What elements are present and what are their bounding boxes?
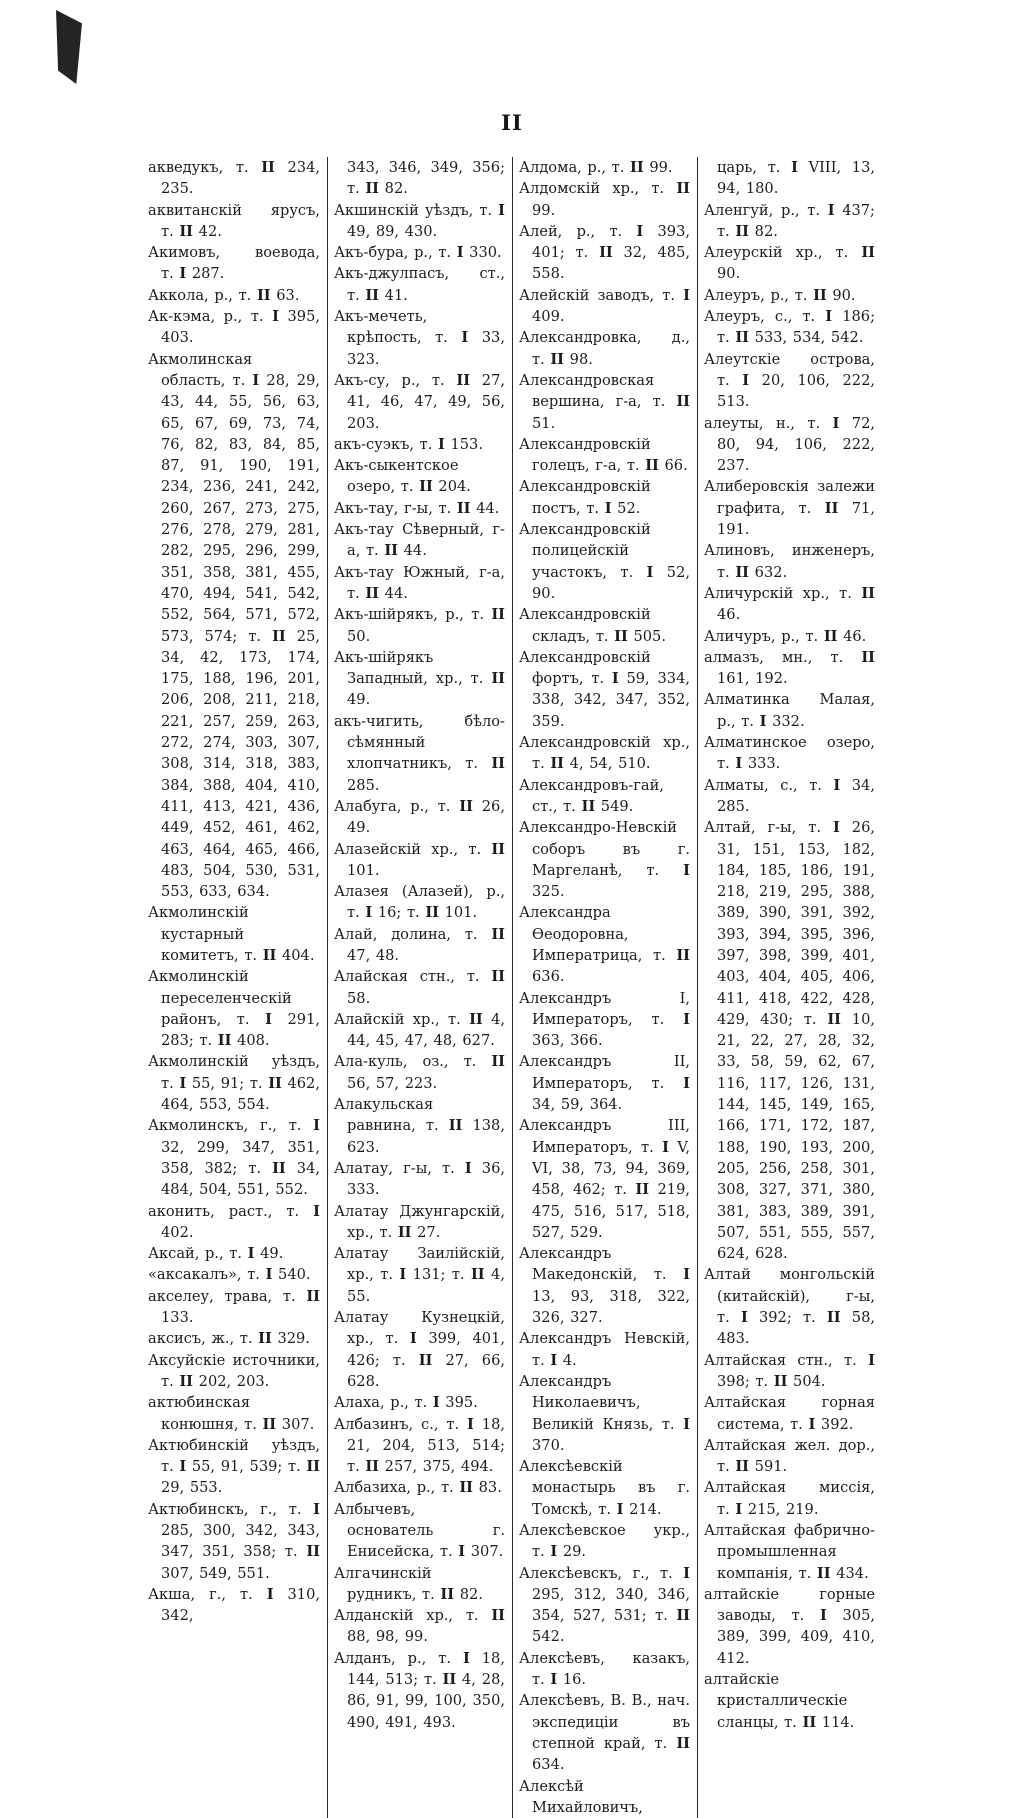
index-entry: Алматинка Малая, р., т. I 332. xyxy=(704,691,875,730)
index-entry: Александръ III, Императоръ, т. I V, VI, 38, 73, 94, 369, 458, 462; т. II 219, 475, 516, 517, 518, 527, 529. xyxy=(519,1117,690,1241)
index-entry: Александро-Невскій соборъ въ г. Маргеланѣ, т. I 325. xyxy=(519,819,690,901)
index-entry: акселеу, трава, т. II 133. xyxy=(148,1287,320,1327)
index-entry: Алейскій заводъ, т. I 409. xyxy=(519,286,690,326)
index-column-1 xyxy=(142,157,327,1818)
index-entry: Александровскій постъ, т. I 52. xyxy=(519,478,651,517)
index-entry: аквитанскій ярусъ, т. II 42. xyxy=(148,201,320,240)
index-entry: акведукъ, т. II 234, 235. xyxy=(148,159,320,198)
index-entry: Алматы, с., т. I 34, 285. xyxy=(704,776,875,815)
index-entry: Алай, долина, т. II 47, 48. xyxy=(334,925,505,964)
index-entry: Алексѣевское укр., т. I 29. xyxy=(519,1522,690,1561)
index-entry: Алексѣй Михайловичъ, xyxy=(519,1777,643,1816)
index-entry: Акъ-шійрякъ Западный, хр., т. II 49. xyxy=(334,648,505,709)
index-entry: Аксуйскіе источники, т. II 202, 203. xyxy=(148,1351,320,1390)
index-entry: Алиновъ, инженеръ, т. II 632. xyxy=(704,542,875,581)
index-entry: Акъ-мечеть, крѣпость, т. I 33, 323. xyxy=(334,308,505,368)
index-entry: Алатау Кузнецкій, хр., т. I 399, 401, 426; т. II 27, 66, 628. xyxy=(334,1309,505,1390)
index-entry: Аксай, р., т. I 49. xyxy=(148,1245,284,1263)
index-entry: Александра Ѳеодоровна, Императрица, т. II 636. xyxy=(519,904,690,986)
index-entry: Алабуга, р., т. II 26, 49. xyxy=(334,797,505,837)
index-entry: Александръ Македонскій, т. I 13, 93, 318, 322, 326, 327. xyxy=(519,1245,690,1327)
index-entry: Александръ II, Императоръ, т. I 34, 59, 364. xyxy=(519,1053,690,1114)
index-entry: Алгачинскій рудникъ, т. II 82. xyxy=(334,1564,483,1603)
index-entry: Алматинское озеро, т. I 333. xyxy=(704,734,875,773)
index-entry: Алакульская равнина, т. II 138, 623. xyxy=(334,1096,505,1156)
index-entry: Алатау, г-ы, т. I 36, 333. xyxy=(334,1159,505,1199)
index-entry: Алтайская жел. дор., т. II 591. xyxy=(704,1436,875,1476)
index-entry: Александровскій голецъ, г-а, т. II 66. xyxy=(519,435,688,475)
index-entry: акъ-чигить, бѣло-сѣмянный хлопчатникъ, т. II 285. xyxy=(334,712,505,794)
scan-smudge-artifact xyxy=(56,10,82,84)
index-entry: алеуты, н., т. I 72, 80, 94, 106, 222, 237. xyxy=(704,414,875,475)
index-entry: Алазея (Алазей), р., т. I 16; т. II 101. xyxy=(334,883,505,922)
index-column-4 xyxy=(697,157,882,1818)
index-entry: Александровскій полицейскій участокъ, т. I 52, 90. xyxy=(519,521,690,602)
index-entry: аконить, раст., т. I 402. xyxy=(148,1202,320,1241)
index-entry: Алексѣевъ, В. В., нач. экспедиціи въ степной край, т. II 634. xyxy=(519,1692,690,1774)
index-entry: Актюбинскій уѣздъ, т. I 55, 91, 539; т. II 29, 553. xyxy=(148,1436,320,1497)
index-entry: Алданскій хр., т. II 88, 98, 99. xyxy=(334,1607,505,1646)
index-entry: Александръ I, Императоръ, т. I 363, 366. xyxy=(519,989,690,1050)
index-entry: Алексѣевъ, казакъ, т. I 16. xyxy=(519,1649,690,1689)
index-entry: аксисъ, ж., т. II 329. xyxy=(148,1330,310,1348)
index-entry: Албазинъ, с., т. I 18, 21, 204, 513, 514; т. II 257, 375, 494. xyxy=(334,1415,505,1476)
index-columns xyxy=(142,157,882,1818)
index-entry: Акмолинскій уѣздъ, т. I 55, 91; т. II 462, 464, 553, 554. xyxy=(148,1053,320,1114)
index-entry: Александровскій фортъ, т. I 59, 334, 338, 342, 347, 352, 359. xyxy=(519,648,690,730)
index-entry: акъ-суэкъ, т. I 153. xyxy=(334,435,483,453)
index-entry: Алайская стн., т. II 58. xyxy=(334,968,505,1007)
index-entry: Аленгуй, р., т. I 437; т. II 82. xyxy=(704,201,875,240)
index-entry: Александровка, д., т. II 98. xyxy=(519,329,690,368)
index-entry: Акша, г., т. I 310, 342, xyxy=(148,1585,320,1625)
index-entry: Ала-куль, оз., т. II 56, 57, 223. xyxy=(334,1053,505,1092)
index-entry: Алайскій хр., т. II 4, 44, 45, 47, 48, 627. xyxy=(334,1010,505,1050)
index-entry: Алеутскіе острова, т. I 20, 106, 222, 513. xyxy=(704,350,875,411)
index-entry: Алаха, р., т. I 395. xyxy=(334,1394,478,1412)
page-number: II xyxy=(501,110,523,135)
index-column-3 xyxy=(512,157,697,1818)
index-entry: Акъ-шійрякъ, р., т. II 50. xyxy=(334,606,505,645)
index-entry: Алданъ, р., т. I 18, 144, 513; т. II 4, 28, 86, 91, 99, 100, 350, 490, 491, 493. xyxy=(334,1649,505,1731)
index-entry: алтайскіе кристаллическіе сланцы, т. II 114. xyxy=(704,1671,855,1731)
index-entry: Алдомскій хр., т. II 99. xyxy=(519,180,690,219)
index-entry: Акъ-су, р., т. II 27, 41, 46, 47, 49, 56, 203. xyxy=(334,371,505,432)
index-entry: Александровская вершина, г-а, т. II 51. xyxy=(519,371,690,432)
index-entry: Алеурскій хр., т. II 90. xyxy=(704,244,875,283)
index-entry: Аккола, р., т. II 63. xyxy=(148,286,300,304)
index-entry: Алтайская миссія, т. I 215, 219. xyxy=(704,1479,875,1518)
index-entry: Алеуръ, с., т. I 186; т. II 533, 534, 542. xyxy=(704,308,875,347)
index-entry: Акъ-бура, р., т. I 330. xyxy=(334,244,502,262)
index-entry: Аличурскій хр., т. II 46. xyxy=(704,584,875,624)
index-entry: Александръ Николаевичъ, Великій Князь, т. I 370. xyxy=(519,1372,690,1454)
index-entry: Алеуръ, р., т. II 90. xyxy=(704,286,856,304)
index-entry: Алазейскій хр., т. II 101. xyxy=(334,840,505,879)
index-entry: Албычевъ, основатель г. Енисейска, т. I 307. xyxy=(334,1500,505,1561)
index-entry: Актюбинскъ, г., т. I 285, 300, 342, 343, 347, 351, 358; т. II 307, 549, 551. xyxy=(148,1500,320,1582)
index-entry: Акшинскій уѣздъ, т. I 49, 89, 430. xyxy=(334,201,505,240)
index-entry: Алтайская фабрично-промышленная компанія, т. II 434. xyxy=(704,1522,875,1582)
index-entry: Алтай монгольскій (китайскій), г-ы, т. I 392; т. II 58, 483. xyxy=(704,1266,875,1348)
index-entry: Алексѣевскъ, г., т. I 295, 312, 340, 346, 354, 527, 531; т. II 542. xyxy=(519,1564,690,1646)
index-entry: Алиберовскія залежи графита, т. II 71, 191. xyxy=(704,478,875,539)
index-column-2 xyxy=(327,157,512,1818)
index-entry: царь, т. I VIII, 13, 94, 180. xyxy=(717,159,875,198)
index-entry: Акмолинскъ, г., т. I 32, 299, 347, 351, 358, 382; т. II 34, 484, 504, 551, 552. xyxy=(148,1117,320,1199)
index-entry: Акъ-тау, г-ы, т. II 44. xyxy=(334,499,500,517)
index-entry: 343, 346, 349, 356; т. II 82. xyxy=(347,159,505,198)
index-entry: Алатау Заилійскій, хр., т. I 131; т. II 4, 55. xyxy=(334,1245,505,1305)
index-entry: Алей, р., т. I 393, 401; т. II 32, 485, 558. xyxy=(519,222,690,283)
index-entry: Алексѣевскій монастырь въ г. Томскѣ, т. I 214. xyxy=(519,1458,690,1518)
index-entry: Александръ Невскій, т. I 4. xyxy=(519,1330,690,1369)
index-entry: Александровъ-гай, ст., т. II 549. xyxy=(519,776,664,815)
index-entry: Алтайская стн., т. I 398; т. II 504. xyxy=(704,1351,875,1390)
index-entry: Акъ-джулпасъ, ст., т. II 41. xyxy=(334,265,505,304)
index-entry: Алдома, р., т. II 99. xyxy=(519,159,673,176)
index-entry: Аличуръ, р., т. II 46. xyxy=(704,627,867,645)
index-entry: Акмолинскій переселенческій районъ, т. I 291, 283; т. II 408. xyxy=(148,968,320,1050)
index-entry: Албазиха, р., т. II 83. xyxy=(334,1479,502,1497)
index-entry: Акъ-тау Южный, г-а, т. II 44. xyxy=(334,563,505,602)
index-entry: Акмолинскій кустарный комитетъ, т. II 404. xyxy=(148,904,315,964)
index-entry: актюбинская конюшня, т. II 307. xyxy=(148,1394,315,1433)
index-entry: Алатау Джунгарскій, хр., т. II 27. xyxy=(334,1202,505,1241)
index-entry: Александровскій хр., т. II 4, 54, 510. xyxy=(519,734,690,773)
index-entry: Александровскій складъ, т. II 505. xyxy=(519,606,666,645)
index-entry: Акъ-сыкентское озеро, т. II 204. xyxy=(334,457,471,496)
index-entry: Алтайская горная система, т. I 392. xyxy=(704,1394,875,1433)
index-entry: Акъ-тау Сѣверный, г-а, т. II 44. xyxy=(334,521,505,560)
index-entry: Ак-кэма, р., т. I 395, 403. xyxy=(148,308,320,347)
index-entry: алмазъ, мн., т. II 161, 192. xyxy=(704,648,875,688)
index-entry: алтайскіе горные заводы, т. I 305, 389, 399, 409, 410, 412. xyxy=(704,1585,875,1667)
index-entry: Акимовъ, воевода, т. I 287. xyxy=(148,244,320,283)
index-entry: Алтай, г-ы, т. I 26, 31, 151, 153, 182, 184, 185, 186, 191, 218, 219, 295, 388, 389, 390, 391, 392, 393, 394, 395, 396, 397, 398, 399, 401, 403, 404, 405, 406, 411, 418, 422, 428, 429, 430; т. II 10, 21, 22, 27, 28, 32, 33, 58, 59, 62, 67, 116, 117, 126, 131, 144, 145, 149, 165, 166, 171, 172, 187, 188, 190, 193, 200, 205, 256, 258, 301, 308, 327, 371, 380, 381, 383, 389, 391, 507, 551, 555, 557, 624, 628. xyxy=(704,819,875,1263)
index-entry: «аксакалъ», т. I 540. xyxy=(148,1266,311,1284)
index-entry: Акмолинская область, т. I 28, 29, 43, 44, 55, 56, 63, 65, 67, 69, 73, 74, 76, 82, 83, 84, 85, 87, 91, 190, 191, 234, 236, 241, 242, 260, 267, 273, 275, 276, 278, 279, 281, 282, 295, 296, 299, 351, 358, 381, 455, 470, 494, 541, 542, 552, 564, 571, 572, 573, 574; т. II 25, 34, 42, 173, 174, 175, 188, 196, 201, 206, 208, 211, 218, 221, 257, 259, 263, 272, 274, 303, 307, 308, 314, 318, 383, 384, 388, 404, 410, 411, 413, 421, 436, 449, 452, 461, 462, 463, 464, 465, 466, 483, 504, 530, 531, 553, 633, 634. xyxy=(148,350,320,901)
